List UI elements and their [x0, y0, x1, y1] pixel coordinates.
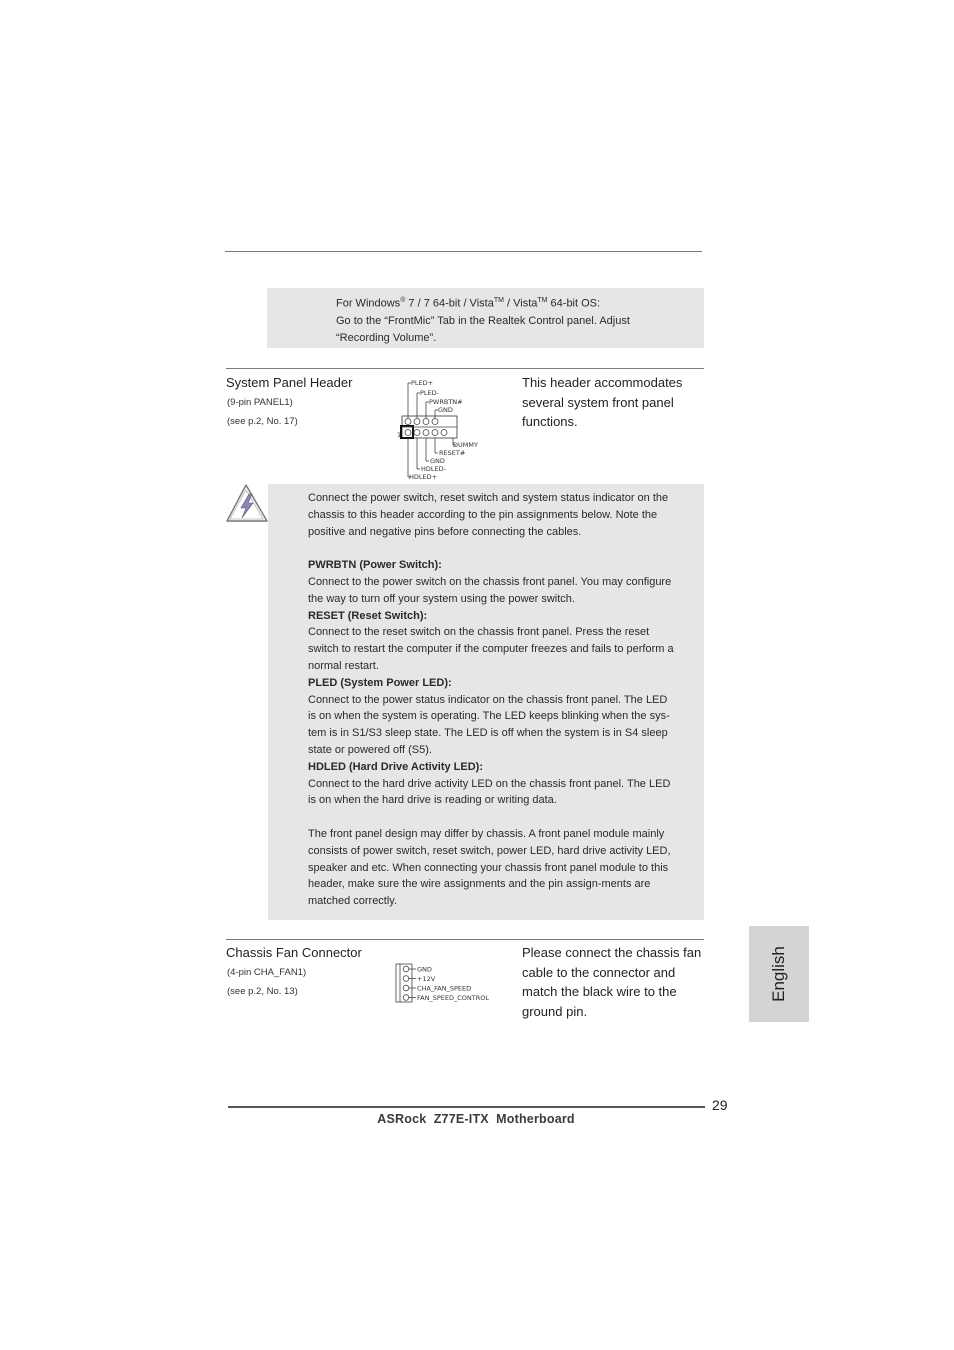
system-panel-desc-line: several system front panel — [522, 394, 674, 410]
pin-label-pwrbtn: PWRBTN# — [429, 398, 463, 406]
pin-label-hdled-plus: HDLED+ — [409, 473, 438, 480]
os-note-text — [336, 292, 696, 347]
system-panel-desc-line: functions. — [522, 414, 578, 429]
system-panel-description — [522, 373, 704, 432]
pin-label-gnd-bottom: GND — [430, 457, 445, 465]
system-panel-desc-line: This header accommodates — [522, 375, 683, 390]
pin-label-reset: RESET# — [439, 449, 466, 457]
chassis-fan-desc-line: Please connect the chassis fan — [522, 945, 702, 960]
footer-product-name: ASRock Z77E-ITX Motherboard — [377, 1112, 575, 1126]
fan-connector-diagram — [393, 962, 505, 1004]
os-note-line1: For Windows® 7 / 7 64-bit / Vista™ / Vista™ 64-bit OS: — [336, 297, 601, 310]
chassis-fan-pin-info: (4-pin CHA_FAN1) — [227, 967, 307, 978]
reset-heading: RESET (Reset Switch): — [308, 609, 428, 622]
page-number: 29 — [712, 1097, 728, 1113]
pwrbtn-line: Connect to the power switch on the chassis front panel. You may configure — [308, 575, 672, 588]
reset-line: normal restart. — [308, 659, 379, 672]
pin-label-gnd-top: GND — [438, 406, 453, 414]
system-panel-rule — [226, 368, 704, 369]
chassis-fan-description — [522, 943, 706, 1021]
chassis-fan-desc-line: match the black wire to the — [522, 984, 677, 999]
pled-line: Connect to the power status indicator on the chassis front panel. The LED — [308, 693, 668, 706]
pin-label-hdled-minus: HDLED- — [421, 465, 446, 473]
panel-warning-text — [308, 490, 698, 910]
top-rule — [225, 251, 702, 252]
os-note-line3: “Recording Volume”. — [336, 331, 437, 344]
warning-intro-line: chassis to this header according to the pin assignments below. Note the — [308, 508, 658, 521]
pled-line: is on when the system is operating. The LED keeps blinking when the sys- — [308, 710, 670, 723]
fan-pin-label-gnd: GND — [417, 965, 432, 974]
chassis-fan-title: Chassis Fan Connector — [226, 945, 362, 960]
footer-rule — [228, 1106, 705, 1108]
os-note-box — [267, 288, 704, 348]
language-tab-label: English — [769, 946, 788, 1002]
warning-outro-line: The front panel design may differ by chassis. A front panel module mainly — [308, 827, 665, 840]
warning-outro-line: matched correctly. — [308, 895, 398, 908]
warning-triangle-icon — [226, 483, 270, 523]
system-panel-title: System Panel Header — [226, 375, 353, 390]
fan-pin-label-speed: CHA_FAN_SPEED — [417, 984, 472, 993]
panel-warning-box — [268, 484, 704, 920]
panel-header-diagram — [396, 378, 486, 480]
pwrbtn-heading: PWRBTN (Power Switch): — [308, 559, 442, 572]
warning-intro-line: Connect the power switch, reset switch and system status indicator on the — [308, 492, 669, 504]
os-note-line2: Go to the “FrontMic” Tab in the Realtek Control panel. Adjust — [336, 314, 630, 327]
pin-label-dummy: DUMMY — [453, 441, 478, 449]
hdled-heading: HDLED (Hard Drive Activity LED): — [308, 760, 484, 773]
warning-intro-line: positive and negative pins before connecting the cables. — [308, 525, 582, 538]
pwrbtn-line: the way to turn off your system using the power switch. — [308, 592, 575, 605]
reset-line: switch to restart the computer if the computer freezes and fails to perform a — [308, 643, 674, 656]
pin-label-one: 1 — [397, 431, 402, 439]
fan-pin-label-12v: +12V — [417, 975, 436, 983]
warning-outro-line: consists of power switch, reset switch, power LED, hard drive activity LED, — [308, 844, 671, 857]
chassis-fan-rule — [226, 939, 704, 940]
pled-line: tem is in S1/S3 sleep state. The LED is off when the system is in S4 sleep — [308, 727, 668, 740]
pin-label-pled-minus: PLED- — [420, 389, 439, 397]
system-panel-pin-info: (9-pin PANEL1) — [227, 397, 293, 408]
chassis-fan-desc-line: ground pin. — [522, 1003, 588, 1019]
hdled-line: is on when the hard drive is reading or writing data. — [308, 794, 557, 807]
warning-outro-line: header, make sure the wire assignments and the pin assign-ments are — [308, 878, 651, 891]
system-panel-see-ref: (see p.2, No. 17) — [227, 416, 298, 427]
chassis-fan-see-ref: (see p.2, No. 13) — [227, 986, 298, 997]
language-tab — [749, 926, 809, 1022]
hdled-line: Connect to the hard drive activity LED on the chassis front panel. The LED — [308, 777, 671, 790]
warning-outro-line: speaker and etc. When connecting your chassis front panel module to this — [308, 861, 669, 874]
pled-heading: PLED (System Power LED): — [308, 676, 452, 689]
fan-pin-label-control: FAN_SPEED_CONTROL — [417, 994, 489, 1002]
chassis-fan-desc-line: cable to the connector and — [522, 964, 676, 980]
pin-label-pled-plus: PLED+ — [411, 379, 434, 387]
reset-line: Connect to the reset switch on the chassis front panel. Press the reset — [308, 626, 650, 639]
pled-line: state or powered off (S5). — [308, 743, 432, 756]
